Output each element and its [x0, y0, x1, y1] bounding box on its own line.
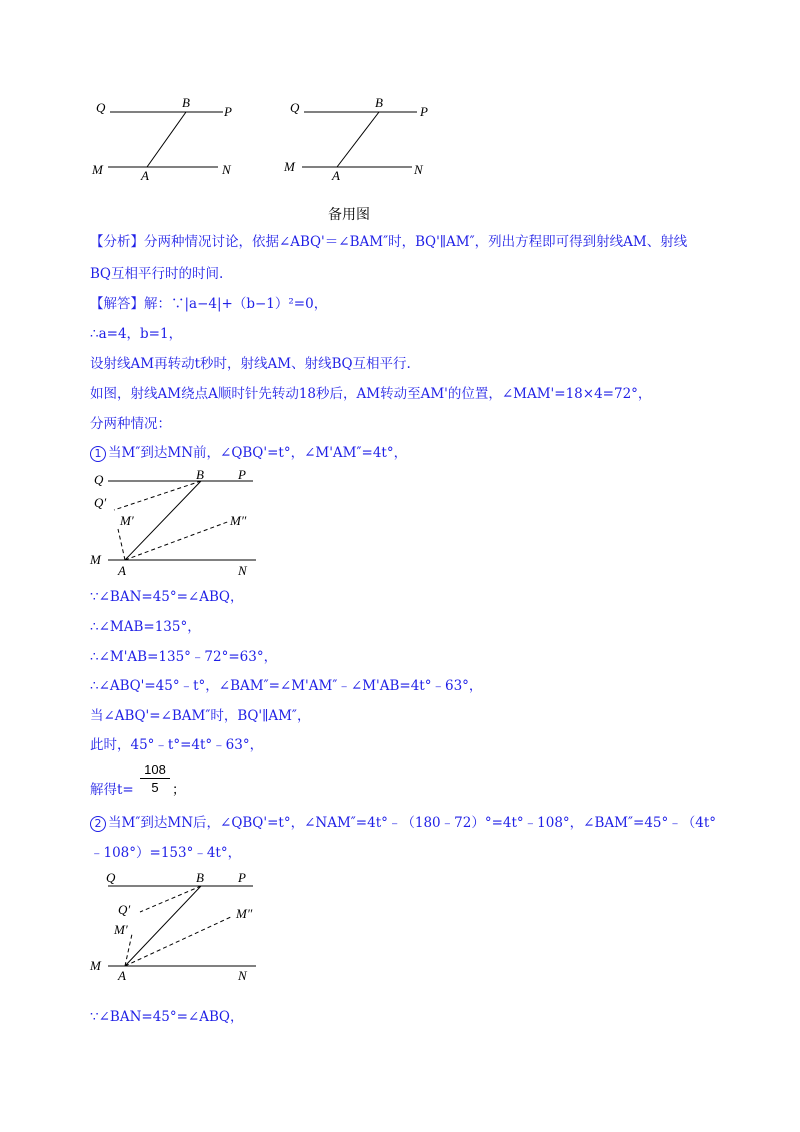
case-1-line — [90, 444, 407, 462]
label-P: P — [224, 104, 232, 119]
step-5: 当∠ABQ'=∠BAM″时，BQ'∥AM″， — [90, 708, 311, 724]
label-B: B — [182, 95, 190, 110]
case-1-text: 当M″到达MN前，∠QBQ'=t°，∠M'AM″=4t°， — [108, 445, 408, 461]
label-P: P — [238, 870, 246, 885]
label-A: A — [118, 563, 126, 578]
step-6: 此时，45°﹣t°=4t°﹣63°， — [90, 737, 264, 753]
step-2: ∴∠MAB=135°， — [90, 619, 201, 635]
step-4: ∴∠ABQ'=45°﹣t°，∠BAM″=∠M'AM″﹣∠M'AB=4t°﹣63°， — [90, 678, 483, 694]
step-7-end: ； — [172, 782, 186, 798]
label-P: P — [238, 467, 246, 482]
ray-AM-prime — [125, 934, 132, 966]
step-7-text: 解得t= — [90, 782, 134, 798]
label-Q-prime: Q′ — [94, 495, 107, 510]
figure-1 — [88, 92, 248, 182]
label-Q: Q — [106, 870, 116, 885]
label-B: B — [375, 95, 383, 110]
figure-caption: 备用图 — [328, 207, 370, 223]
figure-4-svg — [88, 866, 268, 986]
label-B: B — [196, 870, 204, 885]
label-A: A — [141, 168, 149, 182]
figure-4 — [88, 866, 268, 986]
case-2-number: 2 — [90, 816, 106, 832]
label-A: A — [332, 168, 340, 182]
label-N: N — [414, 162, 423, 177]
figure-3 — [88, 465, 268, 580]
segment-AB — [337, 112, 379, 167]
step-1: ∵∠BAN=45°=∠ABQ， — [90, 589, 244, 605]
label-N: N — [222, 162, 231, 177]
label-Q-prime: Q′ — [118, 902, 131, 917]
label-M-prime: M′ — [114, 922, 128, 937]
ray-AM-double-prime — [125, 521, 230, 560]
label-B: B — [196, 467, 204, 482]
label-Q: Q — [94, 472, 104, 487]
figure-2 — [282, 92, 442, 182]
label-M-double-prime: M″ — [236, 906, 253, 921]
case-2-line — [90, 814, 716, 832]
label-P: P — [420, 104, 428, 119]
ray-AM-double-prime — [125, 916, 233, 966]
label-M: M — [90, 552, 101, 567]
ray-BQ-prime — [140, 886, 201, 912]
case-1-number: 1 — [90, 446, 106, 462]
label-A: A — [118, 968, 126, 983]
step-8: ∵∠BAN=45°=∠ABQ， — [90, 1009, 244, 1025]
label-M: M — [90, 958, 101, 973]
label-M: M — [284, 159, 295, 174]
segment-AB — [125, 481, 201, 560]
step-7 — [90, 781, 134, 799]
solution-line-5: 分两种情况： — [90, 416, 171, 432]
label-N: N — [238, 968, 247, 983]
case-2-text: 当M″到达MN后，∠QBQ'=t°，∠NAM″=4t°﹣（180﹣72）°=4t°﹣108°，∠BAM″=45°﹣（4t° — [108, 815, 717, 831]
segment-AB — [125, 886, 201, 966]
label-Q: Q — [96, 100, 106, 115]
ray-BQ-prime — [114, 481, 201, 510]
label-M-prime: M′ — [120, 513, 134, 528]
segment-AB — [147, 112, 186, 167]
figure-3-svg — [88, 465, 268, 580]
label-N: N — [238, 563, 247, 578]
figure-2-svg — [282, 92, 442, 182]
solution-line-1: 【解答】解：∵|a−4|+（b−1）²=0， — [90, 296, 328, 312]
solution-line-2: ∴a=4，b=1， — [90, 326, 183, 342]
step-3: ∴∠M'AB=135°﹣72°=63°， — [90, 649, 278, 665]
case-2-line-b: ﹣108°）=153°﹣4t°， — [90, 845, 242, 861]
analysis-line-2: BQ互相平行时的时间. — [90, 266, 224, 282]
label-M: M — [92, 162, 103, 177]
fraction-numerator: 108 — [140, 762, 170, 779]
analysis-line-1: 【分析】分两种情况讨论，依据∠ABQ'＝∠BAM″时，BQ'∥AM″，列出方程即可得到射线AM、射线 — [90, 234, 688, 250]
label-M-double-prime: M″ — [230, 513, 247, 528]
fraction-denominator: 5 — [151, 780, 159, 795]
solution-line-3: 设射线AM再转动t秒时，射线AM、射线BQ互相平行. — [90, 356, 411, 372]
ray-AM-prime — [118, 529, 125, 560]
solution-line-4: 如图，射线AM绕点A顺时针先转动18秒后，AM转动至AM'的位置，∠MAM'=18×4=72°， — [90, 386, 652, 402]
figure-1-svg — [88, 92, 248, 182]
fraction-108-over-5 — [140, 762, 170, 795]
label-Q: Q — [290, 100, 300, 115]
